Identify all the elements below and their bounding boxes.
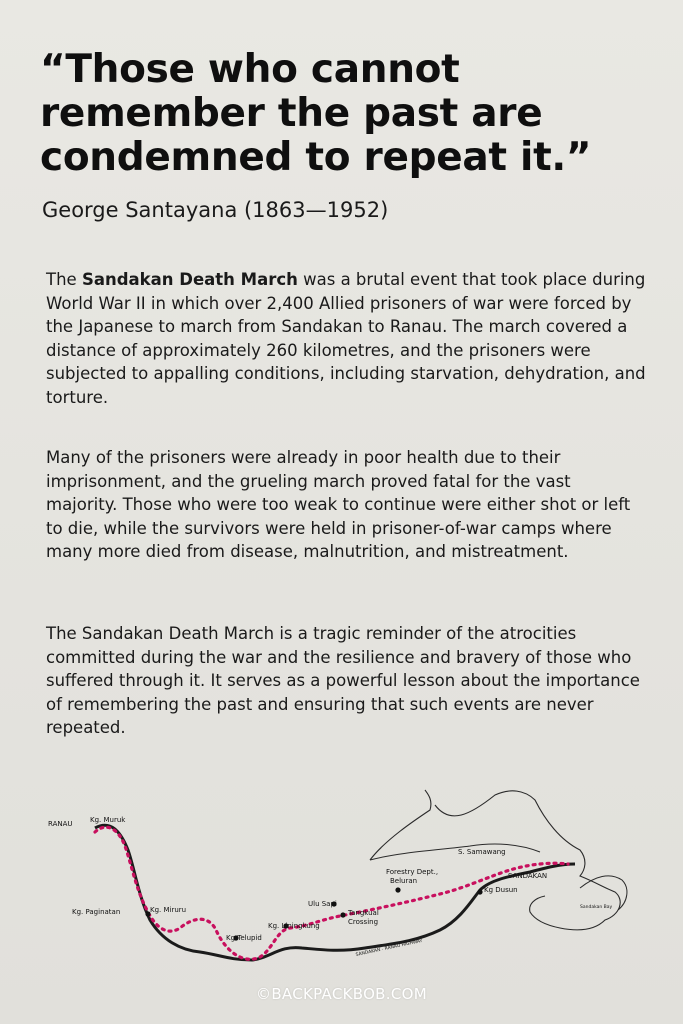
label-forestry-1: Forestry Dept., [386, 868, 439, 876]
dot-kg-dusun [477, 889, 482, 894]
label-kg-paginatan: Kg. Paginatan [72, 908, 121, 916]
label-kg-dusun: Kg Dusun [484, 886, 518, 894]
label-tangkual-2: Crossing [348, 918, 379, 926]
route-map [40, 780, 660, 980]
label-kg-miruru: Kg. Miruru [150, 906, 187, 914]
label-kg-liningkung: Kg. Liningkung [268, 922, 320, 930]
santayana-quote [40, 48, 660, 180]
quote-line-1: “Those who cannot [40, 47, 460, 92]
label-ranau: RANAU [48, 820, 73, 828]
watermark: ©BACKPACKBOB.COM [256, 985, 427, 1003]
label-sandakan: SANDAKAN [508, 872, 548, 880]
paragraph-1-rest: was a brutal event that took place during World War II in which over 2,400 Allied prisoners of war were forced by the Japanese to march from Sandakan to Ranau. The march covered a distance of approximately 260 kilometres, and the prisoners were subjected to appalling conditions, including starvation, dehydration, and torture. [46, 270, 646, 407]
dot-forestry [395, 887, 400, 892]
label-s-samawang: S. Samawang [458, 848, 506, 856]
label-forestry-2: Beluran [390, 877, 418, 885]
quote-line-2: remember the past are [40, 91, 543, 136]
label-road: SANDAKAN - RANAU HIGHWAY [355, 938, 424, 958]
quote-author: George Santayana (1863—1952) [42, 198, 389, 222]
paragraph-1-prefix: The [46, 270, 82, 289]
label-tangkual-1: Tangkual [348, 909, 379, 917]
paragraph-1-bold: Sandakan Death March [81, 270, 298, 289]
label-kg-telupid: Kg.Telupid [226, 934, 262, 942]
label-kg-muruk: Kg. Muruk [90, 816, 126, 824]
paragraph-1 [46, 268, 646, 409]
inland-outline [370, 844, 540, 860]
label-bay: Sandakan Bay [580, 905, 613, 910]
dot-tangkual [340, 912, 345, 917]
label-ulu-sapi: Ulu Sapi [308, 900, 337, 908]
quote-line-3: condemned to repeat it.” [40, 135, 592, 180]
paragraph-3: The Sandakan Death March is a tragic reminder of the atrocities committed during the war and the resilience and bravery of those who suffered through it. It serves as a powerful lesson about the importance of remembering the past and ensuring that such events are never repeated. [46, 624, 640, 737]
paragraph-2: Many of the prisoners were already in poor health due to their imprisonment, and the grueling march proved fatal for the vast majority. Those who were too weak to continue were either shot or left to die, while the survivors were held in prisoner-of-war camps where many more died from disease, malnutrition, and mistreatment. [46, 448, 631, 561]
